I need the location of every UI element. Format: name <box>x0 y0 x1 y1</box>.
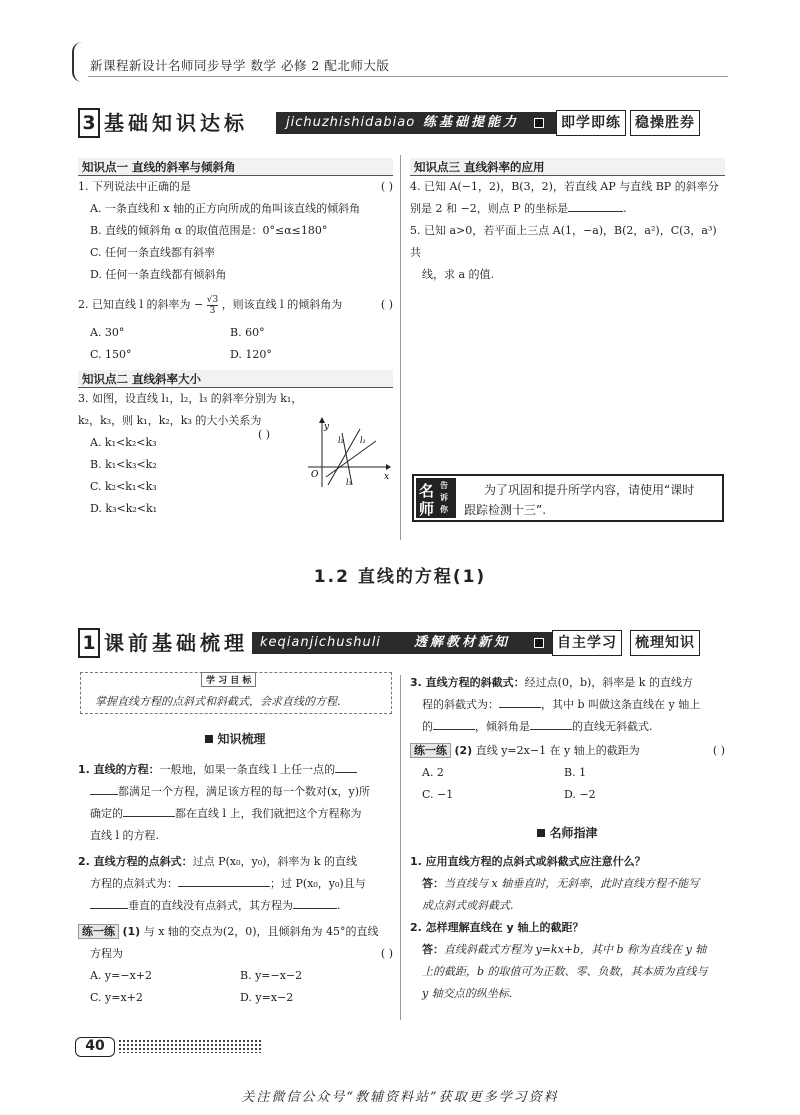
practice-1-label: 练一练 <box>78 924 119 939</box>
practice-1 <box>78 921 393 943</box>
knowledge-review-title <box>78 730 393 747</box>
question-3-option-d: D. k₃<k₂<k₁ <box>90 502 158 515</box>
column-divider-2 <box>400 675 401 1020</box>
knowledge-point-1-title: 知识点一 直线的斜率与倾斜角 <box>78 158 393 176</box>
question-4-line-1: 4. 已知 A(−1，2)，B(3，2)，若直线 AP 与直线 BP 的斜率分 <box>410 180 719 193</box>
para-2-text-2a: 方程的点斜式为： <box>90 877 178 890</box>
answer-blank <box>90 794 118 795</box>
question-1-option-c: C. 任何一条直线都有斜率 <box>90 246 216 259</box>
band-number: 3 <box>78 108 100 138</box>
learning-goal-text: 掌握直线方程的点斜式和斜截式，会求直线的方程. <box>95 695 341 708</box>
x-axis-arrow <box>386 464 391 470</box>
footer-note: 关注微信公众号“教辅资料站”获取更多学习资料 <box>241 1090 559 1105</box>
lines-figure <box>298 415 393 490</box>
question-4-text-b: . <box>623 202 627 215</box>
practice-1-options-row-1 <box>78 965 393 987</box>
teacher-note-box <box>412 474 724 522</box>
para-3-text-2b: ，其中 b 叫做这条直线在 y 轴上 <box>541 698 701 711</box>
square-icon <box>205 735 213 743</box>
right-column <box>410 158 725 286</box>
line-l2 <box>326 441 376 477</box>
para-3-text-1: 经过点(0，b)，斜率是 k 的直线方 <box>524 676 693 689</box>
figure-y-label: y <box>324 422 330 432</box>
note-line-2: 跟踪检测十三”. <box>464 503 547 517</box>
question-3-option-b: B. k₁<k₃<k₂ <box>90 458 157 471</box>
question-2-options-row-2 <box>78 344 393 366</box>
note-line-1: 为了巩固和提升所学内容，请使用“课时 <box>484 483 695 497</box>
practice-1-option-c: C. y=x+2 <box>90 991 143 1004</box>
question-3-stem-1: 3. 如图，设直线 l₁，l₂，l₃ 的斜率分别为 k₁， <box>78 392 303 405</box>
question-2-option-b: B. 60° <box>230 326 265 339</box>
practice-1-text-2: 方程为 <box>90 947 123 960</box>
question-2-paren: ( ) <box>380 298 393 311</box>
question-3-option-a: A. k₁<k₂<k₃ <box>90 436 157 449</box>
question-1-option-b: B. 直线的倾斜角 α 的取值范围是：0°≤α≤180° <box>90 224 328 237</box>
section-band-preview <box>78 628 718 658</box>
para-2-text-3b: . <box>337 899 341 912</box>
para-2-line-3 <box>78 895 393 917</box>
fraction-denominator: 3 <box>209 305 216 316</box>
para-1-line-1 <box>78 759 393 781</box>
guide-answer-2-text-1: 直线斜截式方程为 y=kx+b，其中 b 称为直线在 y 轴 <box>444 943 707 956</box>
section-band-basic <box>78 108 718 138</box>
question-1-stem: 1. 下列说法中正确的是 <box>78 180 191 193</box>
para-1-text-3b: 都在直线 l 上，我们就把这个方程称为 <box>175 807 362 820</box>
band-motto: 透解教材新知 <box>414 635 511 650</box>
practice-2-option-d: D. −2 <box>564 788 596 801</box>
para-3-line-3 <box>410 716 725 738</box>
para-3-text-3c: 的直线无斜截式. <box>572 720 653 733</box>
band-motto: 练基础提能力 <box>423 115 520 130</box>
answer-blank <box>178 886 270 887</box>
practice-2-options-row-1 <box>410 762 725 784</box>
para-3-text-3b: ，倾斜角是 <box>475 720 530 733</box>
guide-question-1: 1. 应用直线方程的点斜式或斜截式应注意什么？ <box>410 855 646 868</box>
fraction-numerator: √3 <box>206 294 219 305</box>
band-square-icon <box>534 638 544 648</box>
guide-answer-1-line-1 <box>410 873 725 895</box>
guide-answer-1-text-1: 当直线与 x 轴垂直时，无斜率，此时直线方程不能写 <box>444 877 700 890</box>
square-icon <box>537 829 545 837</box>
question-2-options-row-1 <box>78 322 393 344</box>
band-tag-1: 自主学习 <box>552 630 622 656</box>
section-heading: 1.2 直线的方程(1) <box>313 567 487 587</box>
para-2-text-3a: 垂直的直线没有点斜式，其方程为 <box>128 899 293 912</box>
question-2-stem-b: ，则该直线 l 的倾斜角为 <box>221 298 343 311</box>
para-1-line-4: 直线 l 的方程. <box>90 829 160 842</box>
practice-2-option-c: C. −1 <box>422 788 454 801</box>
guide-question-2: 2. 怎样理解直线在 y 轴上的截距？ <box>410 921 584 934</box>
band-tag-1: 即学即练 <box>556 110 626 136</box>
knowledge-point-3-title: 知识点三 直线斜率的应用 <box>410 158 725 176</box>
guide-answer-2-line-1 <box>410 939 725 961</box>
practice-2-option-a: A. 2 <box>422 766 444 779</box>
practice-1-num: (1) <box>122 925 141 938</box>
band-tag-2: 稳操胜券 <box>630 110 700 136</box>
practice-2-paren: ( ) <box>712 744 725 757</box>
right-column-2 <box>410 672 725 1005</box>
band-latin: jichuzhishidabiao <box>286 115 416 130</box>
guide-answer-1-line-2: 成点斜式或斜截式. <box>422 899 514 912</box>
practice-1-paren: ( ) <box>380 947 393 960</box>
page-number: 40 <box>75 1037 115 1057</box>
band-square-icon <box>534 118 544 128</box>
column-divider <box>400 155 401 540</box>
left-column-2 <box>78 730 393 1009</box>
para-3-text-3a: 的 <box>422 720 433 733</box>
header-rule <box>88 76 728 77</box>
figure-x-label: x <box>384 472 390 482</box>
para-1-line-3 <box>78 803 393 825</box>
band-title: 基础知识达标 <box>104 111 248 135</box>
figure-l3-label: l₃ <box>346 478 352 487</box>
question-3-option-c: C. k₂<k₁<k₃ <box>90 480 157 493</box>
band-number: 1 <box>78 628 100 658</box>
header-ornament <box>72 42 82 82</box>
question-4-line-2 <box>410 198 725 220</box>
series-title: 新课程新设计名师同步导学 数学 必修 2 配北师大版 <box>90 58 390 73</box>
para-1-text-2: 都满足一个方程，满足该方程的每一个数对(x，y)所 <box>118 785 370 798</box>
practice-2-label: 练一练 <box>410 743 451 758</box>
practice-2-num: (2) <box>454 744 473 757</box>
para-2-text-1: 过点 P(x₀，y₀)，斜率为 k 的直线 <box>192 855 358 868</box>
teacher-guide-text: 名师指津 <box>549 826 598 840</box>
question-1-option-d: D. 任何一条直线都有倾斜角 <box>90 268 227 281</box>
question-5-line-2: 线，求 a 的值. <box>422 268 495 281</box>
practice-1-options-row-2 <box>78 987 393 1009</box>
question-3-stem-2: k₂，k₃，则 k₁，k₂，k₃ 的大小关系为 <box>78 414 262 427</box>
answer-blank <box>433 729 475 730</box>
para-3-line-2 <box>410 694 725 716</box>
para-1-head: 1. 直线的方程： <box>78 763 160 776</box>
para-1-text-3a: 确定的 <box>90 807 123 820</box>
badge-char-2: 师 <box>419 500 435 518</box>
question-3-paren: ( ) <box>258 428 271 441</box>
para-2-line-1 <box>78 851 393 873</box>
practice-1-line-2 <box>78 943 393 965</box>
answer-blank <box>123 816 175 817</box>
band-title: 课前基础梳理 <box>104 631 248 655</box>
knowledge-review-text: 知识梳理 <box>217 732 266 746</box>
figure-origin-label: O <box>311 470 319 480</box>
figure-l1-label: l₁ <box>360 436 366 445</box>
question-2-option-a: A. 30° <box>90 326 125 339</box>
para-2-line-2 <box>78 873 393 895</box>
para-1-text-1: 一般地，如果一条直线 l 上任一点的 <box>159 763 336 776</box>
para-2-head: 2. 直线方程的点斜式： <box>78 855 193 868</box>
knowledge-point-2-title: 知识点二 直线斜率大小 <box>78 370 393 388</box>
practice-1-text: 与 x 轴的交点为(2，0)，且倾斜角为 45°的直线 <box>143 925 379 938</box>
answer-blank <box>90 908 128 909</box>
guide-answer-2-line-3: y 轴交点的纵坐标. <box>422 987 513 1000</box>
practice-2-options-row-2 <box>410 784 725 806</box>
question-1-paren: ( ) <box>380 180 393 193</box>
answer-blank <box>530 729 572 730</box>
question-1-option-a: A. 一条直线和 x 轴的正方向所成的角叫该直线的倾斜角 <box>90 202 361 215</box>
question-2-stem-a: 2. 已知直线 l 的斜率为 − <box>78 298 204 311</box>
badge-char-1: 名 <box>419 482 435 500</box>
question-2-fraction <box>207 295 218 316</box>
answer-blank <box>335 772 357 773</box>
question-4-text-a: 别是 2 和 −2，则点 P 的坐标是 <box>410 202 569 215</box>
band-tag-2: 梳理知识 <box>630 630 700 656</box>
footer-dots <box>118 1039 263 1053</box>
guide-answer-2-line-2: 上的截距，b 的取值可为正数、零、负数，其本质为直线与 <box>422 965 708 978</box>
badge-small: 告诉你 <box>440 481 448 514</box>
practice-2 <box>410 740 725 762</box>
answer-blank <box>293 908 337 909</box>
figure-l2-label: l₂ <box>338 436 344 445</box>
para-2-text-2b: ；过 P(x₀，y₀)且与 <box>270 877 366 890</box>
teacher-guide-title <box>410 824 725 841</box>
line-l1 <box>328 429 360 485</box>
teacher-badge <box>416 478 456 518</box>
answer-label: 答： <box>422 877 444 890</box>
practice-1-option-b: B. y=−x−2 <box>240 969 303 982</box>
band-latin: keqianjichushuli <box>260 635 381 650</box>
question-2 <box>78 294 393 316</box>
question-2-option-d: D. 120° <box>230 348 272 361</box>
para-1-line-2 <box>78 781 393 803</box>
practice-2-option-b: B. 1 <box>564 766 587 779</box>
answer-blank <box>568 211 623 212</box>
practice-1-option-d: D. y=x−2 <box>240 991 294 1004</box>
practice-2-text: 直线 y=2x−1 在 y 轴上的截距为 <box>475 744 640 757</box>
learning-goal-box <box>80 672 392 714</box>
para-3-line-1 <box>410 672 725 694</box>
answer-label: 答： <box>422 943 444 956</box>
learning-goal-label: 学 习 目 标 <box>201 672 256 687</box>
para-3-text-2a: 程的斜截式为： <box>422 698 499 711</box>
para-3-head: 3. 直线方程的斜截式： <box>410 676 525 689</box>
question-2-option-c: C. 150° <box>90 348 132 361</box>
answer-blank <box>499 707 541 708</box>
question-5-line-1: 5. 已知 a>0，若平面上三点 A(1，−a)，B(2，a²)，C(3，a³)共 <box>410 224 717 259</box>
question-1 <box>78 176 393 198</box>
practice-1-option-a: A. y=−x+2 <box>90 969 153 982</box>
